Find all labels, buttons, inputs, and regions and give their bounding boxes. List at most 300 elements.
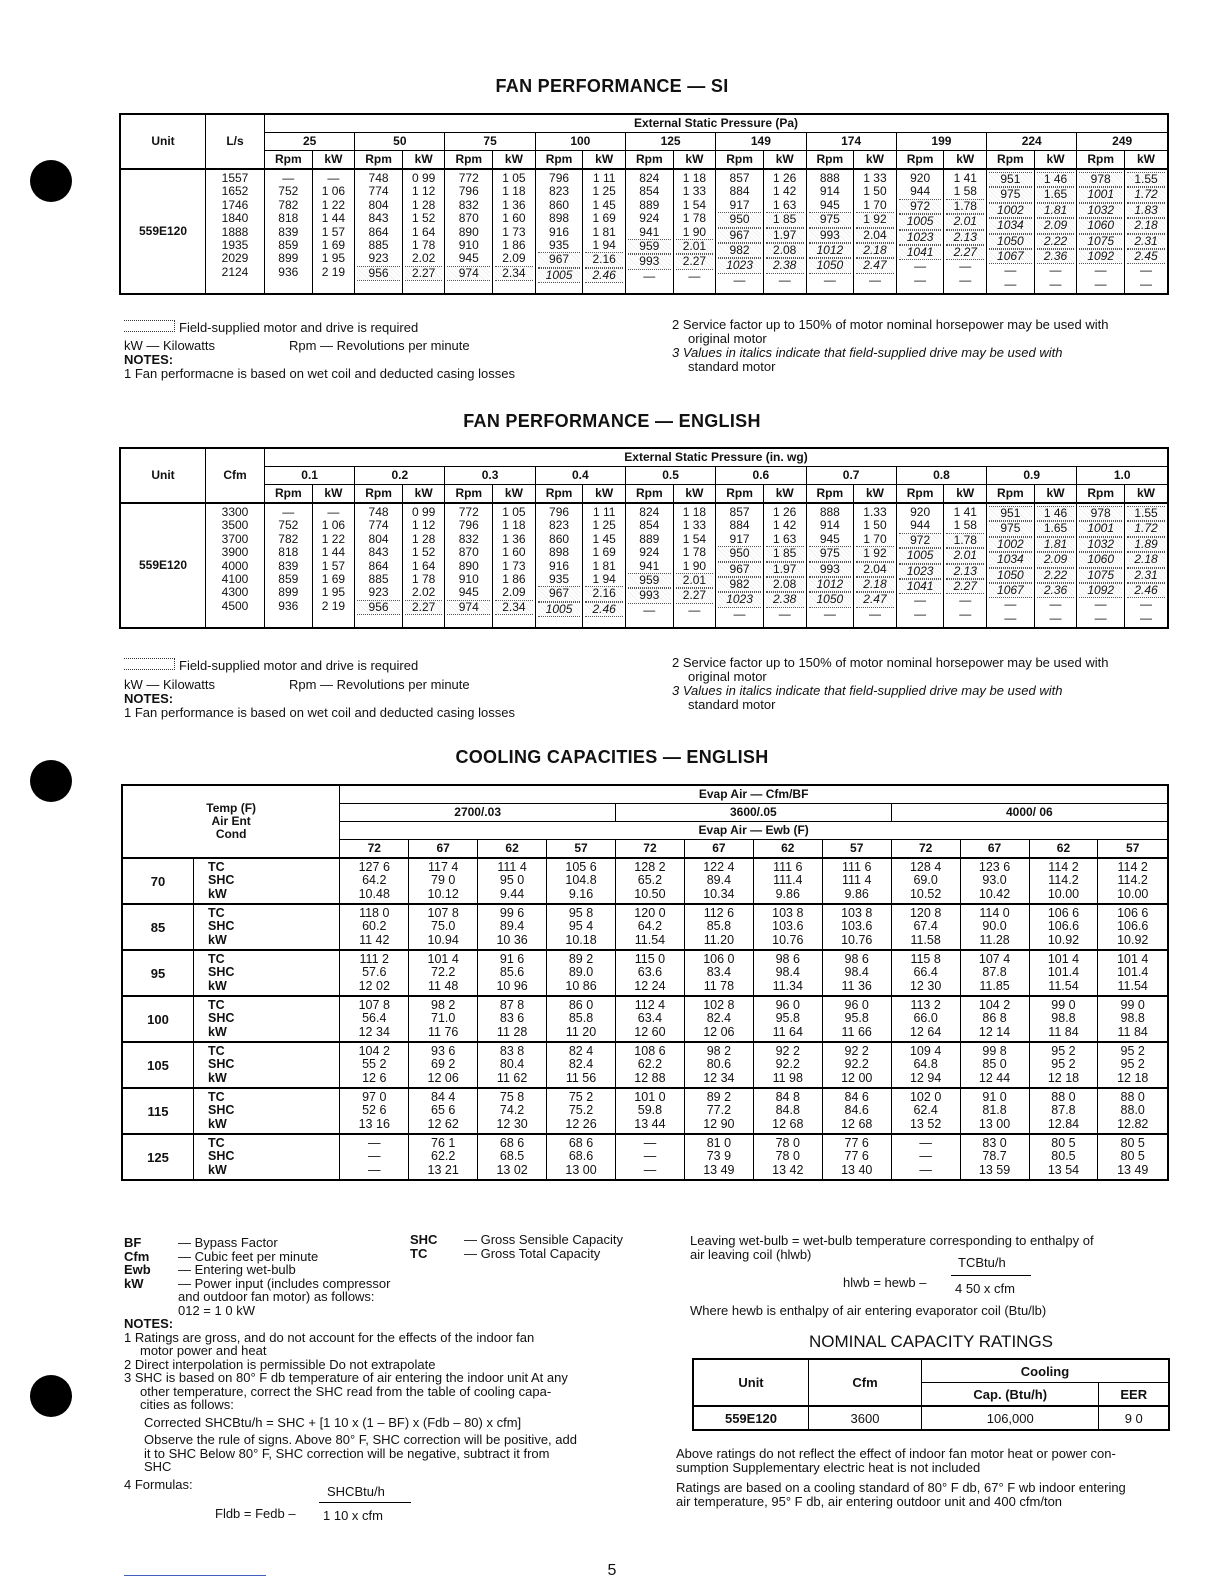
ewb-value-header: 57 [1098, 840, 1168, 859]
tc-value: 104 2 [358, 1043, 390, 1058]
rpm-value: 1060 [1079, 552, 1122, 567]
lwb-text-2: air leaving coil (hlwb) [690, 1246, 812, 1262]
rpm-value: 975 [809, 212, 852, 227]
kw-value: 10.92 [1047, 932, 1080, 947]
kw-value: 11.28 [979, 932, 1010, 947]
capacity-cell [340, 858, 409, 904]
flow-value: 1888 [221, 224, 249, 239]
capacity-cell [340, 950, 409, 996]
rpm-value: — [282, 505, 295, 519]
kw-header: kW [1034, 151, 1077, 170]
rpm-value: 920 [910, 171, 931, 185]
kw-header: kW [493, 485, 536, 504]
pressure-header: 100 [535, 133, 625, 151]
kw-value: 1 60 [502, 545, 526, 560]
fan-en-notes-left [124, 658, 644, 720]
flow-value: 3900 [221, 545, 249, 560]
capacity-cell [547, 1042, 616, 1088]
tc-value: 127 6 [358, 859, 390, 874]
rpm-value: 959 [628, 239, 671, 254]
shc-value: 71.0 [431, 1011, 456, 1026]
rpm-value: 752 [278, 184, 299, 199]
kw-value: — [688, 602, 701, 617]
flow-value: 1557 [221, 171, 249, 185]
kw-value: 12 30 [496, 1116, 528, 1131]
kw-value: 2.34 [495, 266, 533, 281]
row-label: SHC [208, 1149, 235, 1164]
tc-value: 83 8 [499, 1043, 525, 1058]
kw-value: 10.48 [358, 886, 390, 901]
kw-value: 13 44 [634, 1116, 666, 1131]
kw-value: 2.27 [946, 579, 984, 594]
pressure-header: 0.6 [716, 467, 806, 485]
rpm-value: 978 [1079, 506, 1122, 521]
kw-header: kW [583, 485, 626, 504]
shc-value: 82.4 [568, 1057, 594, 1072]
rpm-value: 941 [639, 224, 660, 239]
kw-value: 1 60 [502, 211, 526, 226]
temp-value: 100 [122, 996, 194, 1042]
shc-value: 75.2 [568, 1103, 594, 1118]
tc-value: 98 2 [706, 1043, 732, 1058]
kw-value: 12 94 [909, 1070, 942, 1085]
shc-value: 72.2 [431, 965, 456, 980]
shc-correction-formula: Corrected SHCBtu/h = SHC + [1 10 x (1 – BF) x (Fdb – 80) x cfm] [144, 1414, 522, 1430]
kw-header: kW [763, 485, 806, 504]
rpm-value: — [914, 259, 927, 274]
rpm-value: 993 [809, 228, 852, 243]
rpm-definition: Rpm — Revolutions per minute [289, 338, 470, 353]
nominal-note-1: Above ratings do not reflect the effect of indoor fan motor heat or power con- [676, 1446, 1116, 1461]
legend-cfm-desc: — Cubic feet per minute [178, 1248, 319, 1264]
nom-col-eer: EER [1099, 1383, 1169, 1407]
rpm-value: 899 [278, 585, 299, 600]
kw-column [1125, 503, 1169, 628]
tc-value: 76 1 [431, 1135, 456, 1150]
tc-value: 95 2 [1120, 1043, 1145, 1058]
capacity-cell [822, 858, 891, 904]
kw-value: 1 42 [773, 184, 797, 199]
rpm-value: 924 [639, 211, 660, 226]
rpm-value: — [1004, 276, 1017, 291]
kw-column [583, 169, 626, 294]
row-label: kW [208, 886, 227, 901]
shc-value: 60.2 [362, 919, 387, 934]
kw-value: — [368, 1162, 381, 1177]
kw-value: 2.16 [585, 586, 623, 601]
shc-value: 73 9 [706, 1149, 732, 1164]
tc-value: 117 4 [428, 859, 459, 874]
legend-kw-desc-3: 012 = 1 0 kW [178, 1302, 255, 1318]
tc-value: 78 0 [775, 1135, 800, 1150]
capacity-cell [409, 1134, 478, 1180]
rpm-value: 1034 [989, 552, 1032, 567]
kw-value: 1 18 [682, 171, 707, 185]
rpm-value: 857 [729, 171, 750, 185]
pressure-header: 199 [896, 133, 986, 151]
note-3: 3 Values in italics indicate that field-supplied drive may be used with [672, 683, 1063, 698]
cooling-legend [124, 1236, 644, 1491]
nominal-title: NOMINAL CAPACITY RATINGS [808, 1332, 1054, 1351]
corner-text: Temp (F) [206, 801, 257, 815]
kw-value: 1 45 [592, 531, 616, 546]
shc-value: 90.0 [982, 919, 1007, 934]
tc-value: 92 2 [844, 1043, 869, 1058]
shc-value: 101.4 [1117, 965, 1149, 980]
shc-value: 63.6 [637, 965, 663, 980]
row-label: TC [208, 1089, 225, 1104]
kw-value: 2.27 [946, 245, 984, 260]
row-label: SHC [208, 1011, 235, 1026]
rpm-value: 1092 [1079, 583, 1122, 598]
tc-value: 96 0 [775, 997, 800, 1012]
pressure-header: 0.3 [445, 467, 535, 485]
shc-value: 80.5 [1051, 1149, 1076, 1164]
capacity-cell [822, 950, 891, 996]
kw-value: 11 84 [1117, 1024, 1148, 1039]
rpm-value: — [914, 606, 927, 621]
rpm-value: 890 [458, 558, 479, 573]
shc-value: 106.6 [1117, 919, 1149, 934]
nom-col-cfm: Cfm [809, 1359, 922, 1406]
rpm-value: 941 [639, 558, 660, 573]
note-field-supplied: Field-supplied motor and drive is required [179, 658, 419, 673]
rpm-value: 1005 [899, 214, 942, 229]
rpm-value: 748 [368, 171, 389, 185]
kw-value: — [778, 272, 791, 287]
kw-value: 1 26 [773, 171, 797, 185]
tc-value: 105 6 [565, 859, 597, 874]
kw-value: 2.36 [1037, 249, 1075, 264]
nominal-note-1-cont: sumption Supplementary electric heat is not included [676, 1459, 981, 1475]
rpm-value: — [733, 272, 746, 287]
kw-value: 1 28 [411, 531, 436, 546]
rpm-value: 945 [458, 585, 479, 600]
shc-value: 62.2 [431, 1149, 456, 1164]
ewb-value-header: 67 [684, 840, 753, 859]
shc-value: 85.8 [706, 919, 732, 934]
kw-value: 2.01 [946, 214, 984, 229]
shc-value: 114.2 [1048, 873, 1079, 888]
legend-tc: TC [410, 1245, 428, 1261]
row-label: TC [208, 997, 225, 1012]
kw-value: 1 05 [502, 171, 526, 185]
shc-value: 83.4 [706, 965, 732, 980]
capacity-cell [684, 1088, 753, 1134]
kw-value: 2.45 [1127, 249, 1165, 264]
rpm-value: 1092 [1079, 249, 1122, 264]
tc-value: 83 0 [982, 1135, 1007, 1150]
kw-value: — [1049, 610, 1062, 625]
pressure-header: 25 [265, 133, 355, 151]
rpm-value: 959 [628, 573, 671, 588]
shc-value: 81.8 [982, 1103, 1007, 1118]
hlwb-denominator: 4 50 x cfm [955, 1281, 1015, 1296]
binder-hole-1 [30, 160, 72, 202]
rpm-value: 993 [628, 254, 671, 269]
kw-column [1125, 169, 1169, 294]
kw-value: 10.50 [634, 886, 666, 901]
kw-value: 11.54 [1048, 978, 1079, 993]
kw-value: 1 94 [592, 238, 616, 253]
tc-value: 111 4 [497, 859, 527, 874]
flow-value: 3500 [221, 518, 249, 533]
shc-value: 78.7 [982, 1149, 1007, 1164]
kw-value: 1 69 [592, 211, 616, 226]
rpm-value: 898 [549, 545, 570, 560]
ewb-value-header: 72 [891, 840, 960, 859]
rpm-value: 936 [278, 598, 299, 613]
rpm-column [896, 169, 944, 294]
capacity-cell [684, 1042, 753, 1088]
tc-value: — [368, 1135, 381, 1150]
kw-value: 10.76 [772, 932, 804, 947]
kw-value: 2.27 [676, 254, 714, 269]
tc-value: 97 0 [362, 1089, 387, 1104]
capacity-cell [891, 1134, 960, 1180]
rpm-value: 1002 [989, 203, 1032, 218]
kw-definition: kW — Kilowatts [124, 338, 216, 353]
capacity-cell [409, 996, 478, 1042]
capacity-cell [615, 950, 684, 996]
rpm-header: Rpm [806, 485, 854, 504]
kw-value: 1 50 [863, 518, 887, 533]
kw-value: 1 22 [321, 531, 346, 546]
esp-header: External Static Pressure (Pa) [265, 114, 1169, 133]
shc-value: 64.2 [637, 919, 663, 934]
rpm-column [625, 169, 673, 294]
kw-value: — [868, 272, 881, 287]
rpm-header: Rpm [265, 151, 313, 170]
capacity-cell [891, 950, 960, 996]
kw-value: 13 00 [978, 1116, 1011, 1131]
note-2-cont: original motor [688, 331, 767, 346]
capacity-cell [1029, 1042, 1098, 1088]
rpm-value: 945 [819, 531, 840, 546]
rpm-value: 1067 [989, 249, 1032, 264]
rpm-value: — [1094, 276, 1107, 291]
rpm-value: 967 [538, 252, 581, 267]
kw-value: 9.86 [775, 886, 800, 901]
kw-value: 1 22 [321, 197, 346, 212]
kw-value: 13 16 [358, 1116, 390, 1131]
rpm-value: 982 [718, 577, 761, 592]
rpm-value: 924 [639, 545, 660, 560]
shc-value: 66.4 [913, 965, 938, 980]
legend-kw-desc: — Power input (includes compressor [178, 1275, 391, 1291]
kw-value: 1 45 [592, 197, 616, 212]
temp-value: 115 [122, 1088, 194, 1134]
kw-header: kW [1125, 485, 1169, 504]
kw-value: 1 57 [321, 224, 346, 239]
rpm-column [355, 169, 403, 294]
kw-value: 1.97 [766, 562, 804, 577]
capacity-cell [547, 996, 616, 1042]
kw-value: — [959, 593, 972, 608]
rpm-value: 923 [368, 585, 389, 600]
kw-value: 1 92 [856, 546, 894, 561]
rpm-value: 843 [368, 211, 389, 226]
kw-value: 1 78 [682, 211, 707, 226]
shc-value: 83 6 [499, 1011, 525, 1026]
col-unit-header: Unit [120, 114, 206, 169]
kw-value: 11.54 [1117, 978, 1148, 993]
tc-value: 98 2 [431, 997, 456, 1012]
rpm-header: Rpm [625, 485, 673, 504]
rpm-value: 950 [718, 546, 761, 561]
kw-value: 12 18 [1117, 1070, 1149, 1085]
capacity-cell [1098, 1088, 1168, 1134]
capacity-cell [340, 1088, 409, 1134]
shc-value: 79 0 [431, 873, 456, 888]
shc-value: 77.2 [706, 1103, 732, 1118]
capacity-cell [891, 1088, 960, 1134]
tc-value: 103 8 [841, 905, 873, 920]
rpm-value: — [1094, 263, 1107, 278]
shc-value: 85 0 [982, 1057, 1007, 1072]
kw-value: 2.27 [676, 588, 714, 603]
kw-column [402, 503, 445, 628]
tc-value: 99 0 [1051, 997, 1076, 1012]
tc-value: 101 4 [427, 951, 459, 966]
row-labels [194, 1134, 340, 1180]
tc-value: 106 6 [1047, 905, 1080, 920]
kw-value: 1 12 [411, 184, 436, 199]
pressure-header: 149 [716, 133, 806, 151]
nom-cfm: 3600 [809, 1406, 922, 1430]
capacity-cell [960, 1088, 1029, 1134]
capacity-cell [1029, 1134, 1098, 1180]
kw-value: 2.27 [405, 600, 443, 615]
kw-value: 12 64 [909, 1024, 942, 1039]
cooling-note-1-cont: motor power and heat [140, 1343, 267, 1358]
row-labels [194, 904, 340, 950]
kw-value: 12 68 [772, 1116, 804, 1131]
cfm-group-header: 4000/ 06 [891, 804, 1168, 822]
kw-value: 2.38 [766, 592, 804, 607]
capacity-cell [340, 1042, 409, 1088]
shc-value: 98.4 [775, 965, 800, 980]
kw-value: 1 54 [682, 197, 707, 212]
kw-column [312, 503, 355, 628]
capacity-cell [1029, 996, 1098, 1042]
shc-value: 82.4 [706, 1011, 732, 1026]
rpm-value: 935 [549, 572, 570, 587]
rpm-header: Rpm [355, 485, 403, 504]
ewb-value-header: 67 [409, 840, 478, 859]
cfm-group-header: 2700/.03 [340, 804, 616, 822]
kw-value: 2.13 [946, 564, 984, 579]
kw-value: 1 46 [1037, 506, 1075, 521]
cooling-notes-heading: NOTES: [124, 1316, 174, 1331]
tc-value: 98 6 [775, 951, 800, 966]
kw-value: 11 64 [772, 1024, 803, 1039]
temp-value: 125 [122, 1134, 194, 1180]
rpm-header: Rpm [987, 485, 1035, 504]
note-3: 3 Values in italics indicate that field-supplied drive may be used with [672, 345, 1063, 360]
tc-value: 120 0 [634, 905, 666, 920]
kw-value: — [959, 259, 972, 274]
kw-value: 1.97 [766, 228, 804, 243]
rpm-value: — [823, 272, 836, 287]
row-label: SHC [208, 919, 235, 934]
rpm-value: 885 [368, 572, 389, 587]
kw-value: 1.33 [863, 505, 887, 519]
hlwb-formula [843, 1256, 1083, 1296]
capacity-cell [822, 1042, 891, 1088]
tc-value: 80 5 [1051, 1135, 1076, 1150]
shc-value: 103.6 [841, 919, 873, 934]
rpm-value: 944 [910, 184, 931, 199]
tc-value: 115 8 [910, 951, 941, 966]
rpm-value: 916 [549, 558, 570, 573]
shc-value: 62.2 [637, 1057, 663, 1072]
capacity-cell [1098, 950, 1168, 996]
rpm-column [355, 503, 403, 628]
tc-value: 111 6 [841, 859, 872, 874]
capacity-cell [753, 1042, 822, 1088]
kw-value: 1 33 [682, 184, 707, 199]
rpm-value: 1075 [1079, 568, 1122, 583]
kw-value: 11 76 [428, 1024, 459, 1039]
kw-value: 1 73 [502, 558, 526, 573]
tc-value: 107 4 [978, 951, 1011, 966]
kw-value: 10 86 [565, 978, 597, 993]
kw-value: 2.46 [585, 268, 623, 283]
shc-value: 62.4 [913, 1103, 938, 1118]
rpm-value: 982 [718, 243, 761, 258]
capacity-cell [547, 904, 616, 950]
rpm-value: 885 [368, 238, 389, 253]
rpm-header: Rpm [1077, 485, 1125, 504]
tc-value: 84 8 [775, 1089, 800, 1104]
kw-header: kW [583, 151, 626, 170]
shc-legend [410, 1233, 670, 1260]
rpm-value: 839 [278, 224, 299, 239]
rpm-value: 859 [278, 238, 299, 253]
rpm-value: 978 [1079, 172, 1122, 187]
shc-value: 84.6 [844, 1103, 869, 1118]
ewb-header: Evap Air — Ewb (F) [340, 822, 1168, 840]
shc-value: 80.4 [499, 1057, 525, 1072]
shc-value: 111 4 [841, 873, 872, 888]
rpm-value: — [1004, 263, 1017, 278]
rpm-value: 935 [549, 238, 570, 253]
rpm-value: 1023 [718, 592, 761, 607]
rpm-header: Rpm [896, 485, 944, 504]
legend-shc-desc: — Gross Sensible Capacity [464, 1232, 623, 1247]
rpm-value: 1023 [899, 564, 942, 579]
kw-value: 1 18 [682, 505, 707, 519]
col-flow-header: L/s [206, 114, 265, 169]
kw-value: 1 52 [411, 211, 436, 226]
row-label: SHC [208, 965, 235, 980]
kw-value: 12 88 [634, 1070, 666, 1085]
kw-value: 12 44 [978, 1070, 1011, 1085]
rpm-value: 1032 [1079, 537, 1122, 552]
kw-value: 1 11 [592, 171, 616, 185]
kw-value: 1.81 [1037, 537, 1075, 552]
rpm-value: 782 [278, 197, 299, 212]
capacity-cell [960, 950, 1029, 996]
shc-value: 80 5 [1120, 1149, 1145, 1164]
kw-value: — [643, 1162, 657, 1177]
cooling-title: COOLING CAPACITIES — ENGLISH [455, 747, 769, 767]
rpm-value: — [643, 602, 656, 617]
kw-value: — [1140, 263, 1152, 278]
tc-value: — [643, 1135, 657, 1150]
tc-value: 106 6 [1117, 905, 1149, 920]
